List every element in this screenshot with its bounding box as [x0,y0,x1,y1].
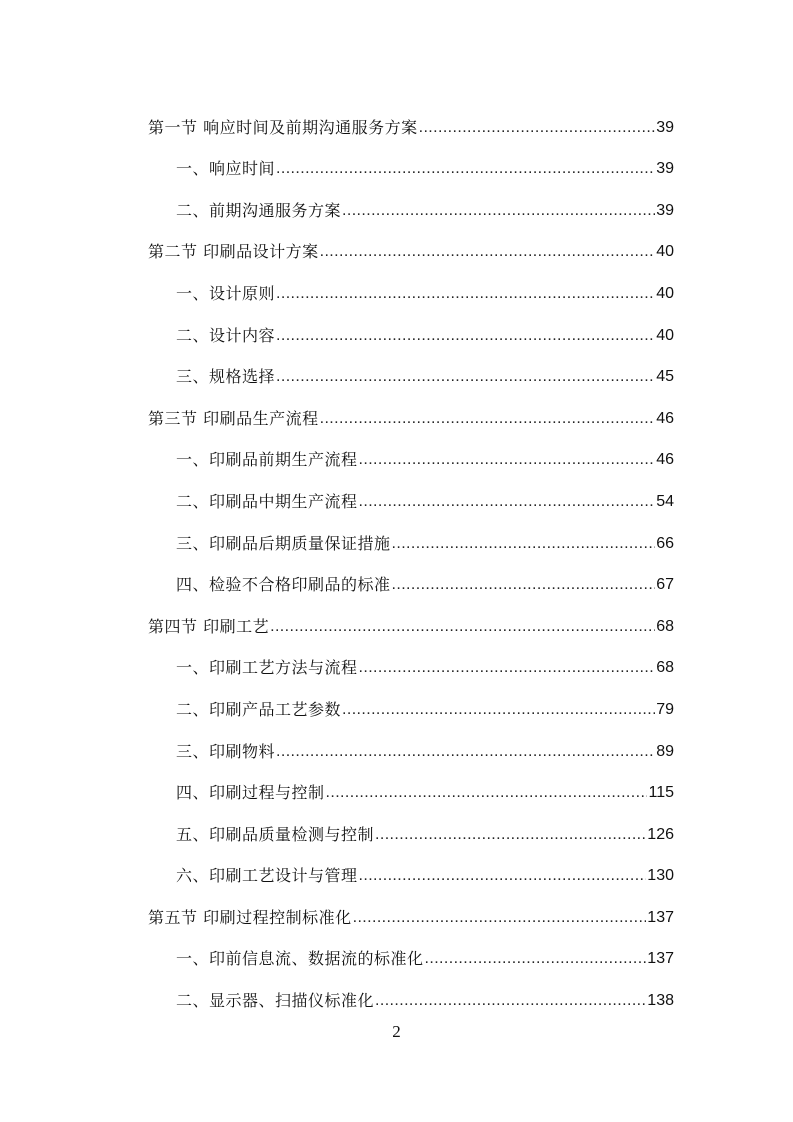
toc-entry[interactable] [148,138,674,180]
toc-leader-dots [359,450,656,470]
toc-entry[interactable] [148,262,674,304]
toc-leader-dots [320,242,656,262]
toc-entry-title: 二、设计内容 [176,325,276,345]
toc-entry[interactable] [148,845,674,887]
toc-leader-dots [359,492,656,512]
toc-entry[interactable] [148,346,674,388]
toc-entry-title: 一、印前信息流、数据流的标准化 [176,949,424,969]
toc-entry-page: 130 [647,867,674,885]
toc-entry-page: 39 [656,201,674,219]
toc-entry[interactable] [148,595,674,637]
toc-entry-page: 54 [656,492,674,510]
toc-entry[interactable] [148,637,674,679]
toc-leader-dots [375,991,646,1011]
toc-entry[interactable] [148,512,674,554]
toc-entry-title: 第四节 印刷工艺 [148,616,270,636]
toc-entry[interactable] [148,470,674,512]
toc-entry-page: 68 [656,659,674,677]
toc-leader-dots [276,326,655,346]
toc-entry-title: 二、印刷品中期生产流程 [176,491,358,511]
toc-entry-page: 46 [656,451,674,469]
toc-entry[interactable] [148,304,674,346]
toc-entry-title: 四、印刷过程与控制 [176,783,325,803]
toc-entry-title: 一、印刷品前期生产流程 [176,450,358,470]
toc-leader-dots [425,949,647,969]
toc-entry-title: 三、印刷品后期质量保证措施 [176,533,391,553]
toc-entry-page: 126 [647,825,674,843]
toc-entry-title: 三、印刷物料 [176,741,276,761]
toc-leader-dots [375,825,646,845]
toc-entry-page: 66 [656,534,674,552]
toc-entry[interactable] [148,387,674,429]
toc-entry[interactable] [148,678,674,720]
toc-entry-page: 40 [656,284,674,302]
toc-entry-page: 68 [656,617,674,635]
toc-entry-title: 第一节 响应时间及前期沟通服务方案 [148,117,418,137]
toc-entry[interactable] [148,803,674,845]
toc-entry-title: 二、显示器、扫描仪标准化 [176,991,375,1011]
toc-entry-title: 第二节 印刷品设计方案 [148,242,319,262]
toc-entry-title: 五、印刷品质量检测与控制 [176,824,375,844]
toc-entry-page: 40 [656,326,674,344]
toc-entry-title: 六、印刷工艺设计与管理 [176,866,358,886]
toc-leader-dots [326,783,648,803]
toc-entry[interactable] [148,886,674,928]
toc-entry-page: 46 [656,409,674,427]
toc-leader-dots [359,658,656,678]
toc-entry-title: 一、响应时间 [176,159,276,179]
toc-entry-title: 一、印刷工艺方法与流程 [176,658,358,678]
toc-entry-page: 115 [648,784,674,802]
toc-entry-title: 二、印刷产品工艺参数 [176,699,342,719]
toc-entry-page: 45 [656,368,674,386]
toc-entry-title: 四、检验不合格印刷品的标准 [176,575,391,595]
toc-entry-page: 137 [647,908,674,926]
toc-entry-page: 67 [656,576,674,594]
toc-entry-title: 三、规格选择 [176,367,276,387]
toc-entry-page: 39 [656,118,674,136]
toc-leader-dots [320,409,656,429]
toc-leader-dots [353,908,647,928]
toc-leader-dots [342,201,655,221]
toc-entry[interactable] [148,96,674,138]
toc-entry[interactable] [148,969,674,1011]
toc-leader-dots [359,866,647,886]
toc-entry[interactable] [148,554,674,596]
toc-entry[interactable] [148,221,674,263]
toc-leader-dots [419,118,656,138]
toc-leader-dots [392,575,656,595]
toc-entry-page: 138 [647,992,674,1010]
toc-leader-dots [276,159,655,179]
toc-entry-page: 89 [656,742,674,760]
toc-entry[interactable] [148,179,674,221]
toc-leader-dots [392,534,656,554]
toc-leader-dots [342,700,655,720]
toc-leader-dots [276,284,655,304]
toc-entry-title: 第五节 印刷过程控制标准化 [148,907,352,927]
toc-entry[interactable] [148,429,674,471]
toc-entry-title: 第三节 印刷品生产流程 [148,408,319,428]
toc-leader-dots [270,617,655,637]
toc-entry-page: 79 [656,700,674,718]
toc-entry[interactable] [148,720,674,762]
toc-leader-dots [276,367,655,387]
toc-entry-title: 二、前期沟通服务方案 [176,200,342,220]
page-number: 2 [392,1022,401,1041]
toc-entry[interactable] [148,762,674,804]
toc-entry-page: 137 [647,950,674,968]
toc-entry-page: 39 [656,160,674,178]
toc-entry[interactable] [148,928,674,970]
toc-leader-dots [276,742,655,762]
toc-entry-page: 40 [656,243,674,261]
toc-entry-title: 一、设计原则 [176,283,276,303]
table-of-contents [148,96,674,1011]
